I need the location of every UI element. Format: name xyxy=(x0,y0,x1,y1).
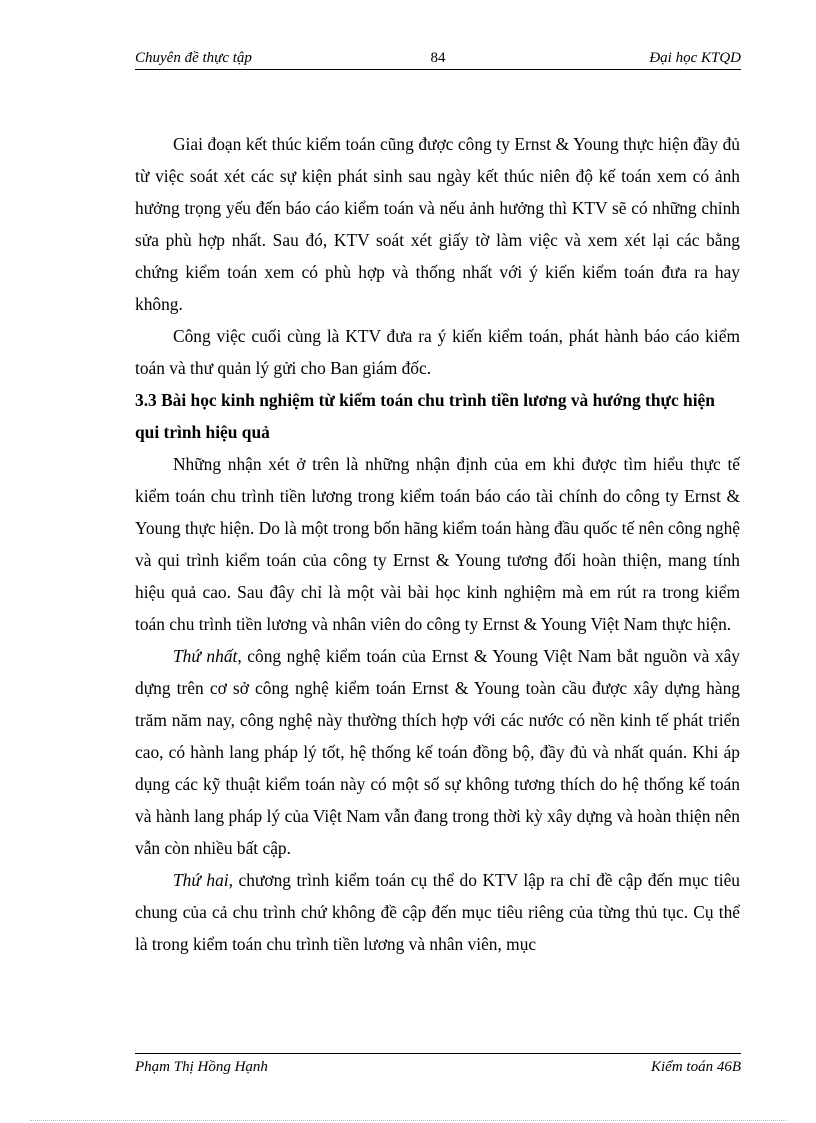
paragraph-observations: Những nhận xét ở trên là những nhận định của em khi được tìm hiểu thực tế kiểm toán chu trình tiền lương trong kiểm toán báo cáo tài chính do công ty Ernst & Young thực hiện. Do là một trong bốn hãng kiểm toán hàng đầu quốc tế nên công nghệ và qui trình kiểm toán của công ty Ernst & Young tương đối hoàn thiện, mang tính hiệu quả cao. Sau đây chỉ là một vài bài học kinh nghiệm mà em rút ra trong kiểm toán chu trình tiền lương và nhân viên do công ty Ernst & Young Việt Nam thực hiện. xyxy=(135,454,740,634)
header-document-title: Chuyên đề thực tập xyxy=(135,50,252,66)
page-footer xyxy=(135,1053,741,1082)
second-lesson-body: chương trình kiểm toán cụ thể do KTV lập ra chỉ đề cập đến mục tiêu chung của cả chu trình chứ không đề cập đến mục tiêu riêng của từng thủ tục. Cụ thể là trong kiểm toán chu trình tiền lương và nhân viên, mục xyxy=(135,870,740,954)
page-bottom-divider xyxy=(30,1120,786,1121)
page-header xyxy=(135,50,741,70)
section-heading: 3.3 Bài học kinh nghiệm từ kiểm toán chu trình tiền lương và hướng thực hiện qui trình hiệu quả xyxy=(135,390,715,442)
paragraph-final-work: Công việc cuối cùng là KTV đưa ra ý kiến kiểm toán, phát hành báo cáo kiểm toán và thư quản lý gửi cho Ban giám đốc. xyxy=(135,326,740,378)
first-lesson-body: công nghệ kiểm toán của Ernst & Young Việt Nam bắt nguồn và xây dựng trên cơ sở công nghệ kiểm toán Ernst & Young toàn cầu được xây dựng hàng trăm năm nay, công nghệ này thường thích hợp với các nước có nền kinh tế phát triển cao, có hành lang pháp lý tốt, hệ thống kế toán đồng bộ, đầy đủ và nhất quán. Khi áp dụng các kỹ thuật kiểm toán này có một số sự không tương thích do hệ thống kế toán và hành lang pháp lý của Việt Nam vẫn đang trong thời kỳ xây dựng và hoàn thiện nên vẫn còn nhiều bất cập. xyxy=(135,646,740,858)
paragraph-conclusion-phase: Giai đoạn kết thúc kiểm toán cũng được công ty Ernst & Young thực hiện đầy đủ từ việc soát xét các sự kiện phát sinh sau ngày kết thúc niên độ kế toán xem có ảnh hưởng trọng yếu đến báo cáo kiểm toán và nếu ảnh hưởng thì KTV sẽ có những chỉnh sửa phù hợp nhất. Sau đó, KTV soát xét giấy tờ làm việc và xem xét lại các bằng chứng kiểm toán xem có phù hợp và thống nhất với ý kiến kiểm toán đưa ra hay không. xyxy=(135,134,740,314)
footer-author: Phạm Thị Hồng Hạnh xyxy=(135,1059,268,1075)
footer-class: Kiểm toán 46B xyxy=(651,1059,741,1075)
paragraph-first-lesson xyxy=(135,640,740,864)
page-number: 84 xyxy=(430,50,446,66)
first-lesson-lead: Thứ nhất, xyxy=(173,646,242,666)
paragraph-second-lesson xyxy=(135,864,740,960)
second-lesson-lead: Thứ hai, xyxy=(173,870,233,890)
page-body xyxy=(135,128,740,960)
header-university: Đại học KTQD xyxy=(649,50,741,66)
